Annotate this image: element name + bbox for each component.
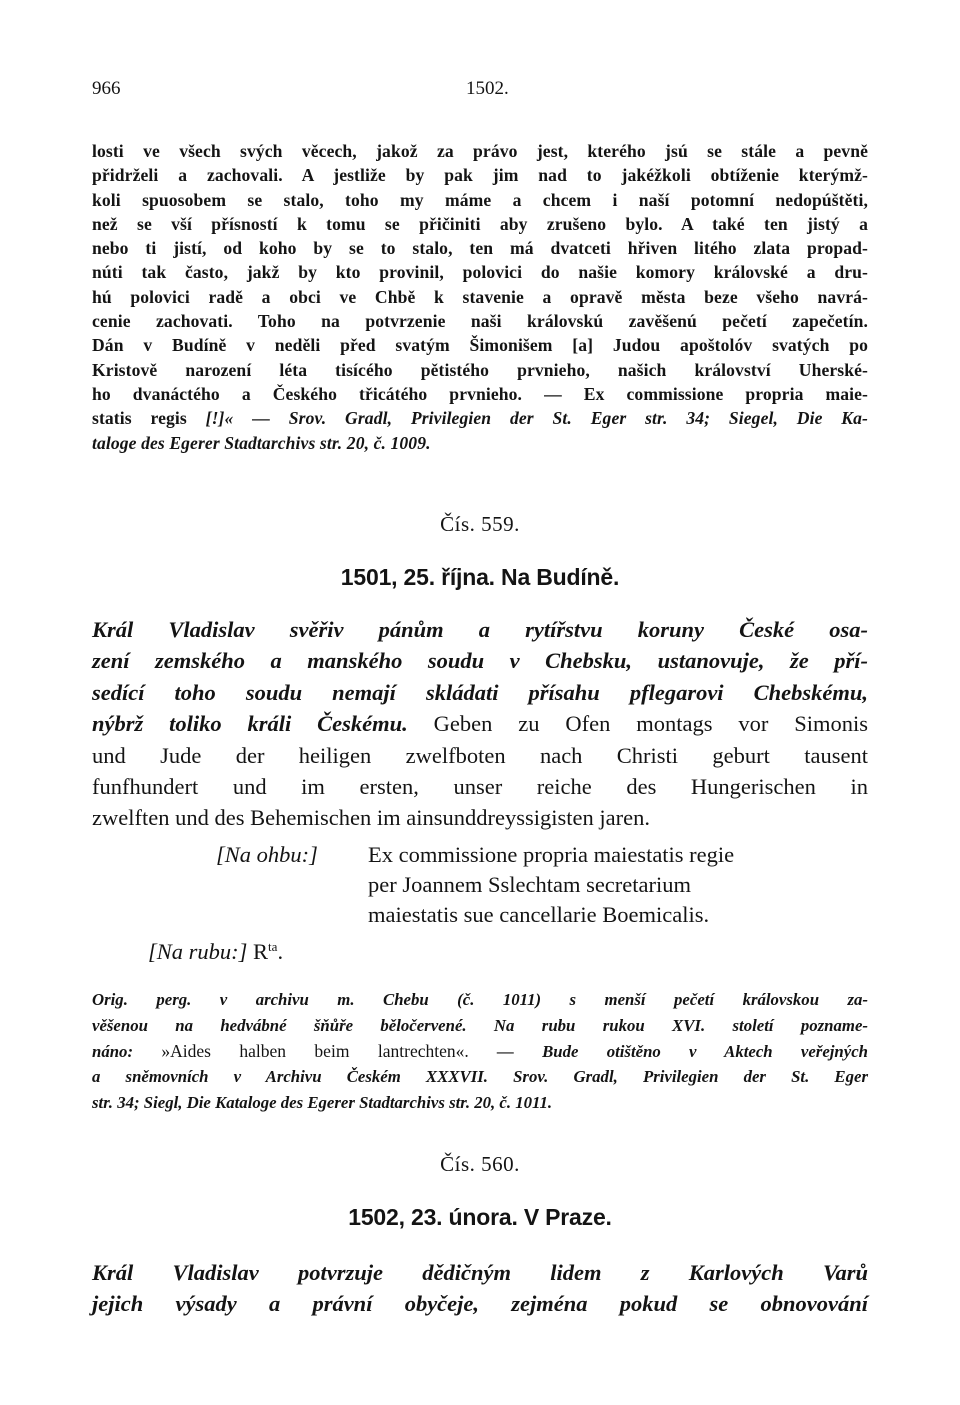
document-regest [92,1257,868,1320]
document-number: Čís. 559. [440,512,520,536]
document-text-line: funfhundert und im ersten, unser reiche des Hungerischen in [92,774,868,800]
regest-line: sedící toho soudu nemají skládati přísahu pflegarovi Chebskému, [92,679,868,705]
regest-line: zení zemského a manského soudu v Chebsku, ustanovuje, že pří- [92,648,868,674]
document-text-line: zwelften und des Behemischen im ainsunddreyssigisten jaren. [92,805,650,831]
remark-line: Orig. perg. v archivu m. Chebu (č. 1011) s menší pečetí královskou za- [92,990,868,1009]
regest-line: nýbrž toliko králi Českému. Geben zu Ofen montags vor Simonis [92,711,868,737]
text-line: núti tak často, jakž by kto provinil, polovici do našie komory královské a dru- [92,262,868,283]
remark-line: str. 34; Siegl, Die Kataloge des Egerer Stadtarchivs str. 20, č. 1011. [92,1093,553,1113]
editorial-mark: [!]« — [205,408,289,429]
text-line: cenie zachovati. Toho na potvrzenie naši královskú zavěšenú pečetí zapečetín. [92,311,868,332]
text-line: nebo ti jistí, od koho by se to stalo, ten má dvatceti hřiven litého zlata propad- [92,238,868,259]
remark-line: náno: »Aides halben beim lantrechten«. — Bude otištěno v Aktech veřejných [92,1040,868,1061]
endorsement-text [368,840,734,930]
endorsement-line: per Joannem Sslechtam secretarium [368,872,692,897]
regest-line: Král Vladislav svěřiv pánům a rytířstvu koruny České osa- [92,617,868,642]
document-date-place: 1501, 25. října. Na Budíně. [340,564,620,590]
document-text-line: und Jude der heiligen zwelfboten nach Christi geburt tausent [92,742,868,768]
endorsement-line: Ex commissione propria maiestatis regie [368,842,735,867]
text-run: statis regis [92,408,206,429]
running-head-year: 1502. [466,78,509,99]
text-line: než se vší přísností k tomu se přičiniti aby zrušeno bylo. A také ten jistý a [92,213,868,234]
regest-line: Král Vladislav potvrzuje dědičným lidem z Karlových Varů [92,1260,868,1285]
previous-document-text [92,139,868,455]
text-line: Dán v Budíně v neděli před svatým Šimonišem [a] Judou apoštolóv svatých po [92,335,868,356]
remark-line: a sněmovních v Archivu Českém XXXVII. Srov. Gradl, Privilegien der St. Eger [92,1067,868,1087]
endorsement-label: [Na ohbu:] [216,842,318,867]
remark-line: věšenou na hedvábné šňůře běločervené. Na rubu rukou XVI. století poznamе- [92,1015,868,1035]
document-number: Čís. 560. [440,1152,520,1176]
citation: taloge des Egerer Stadtarchivs str. 20, č. 1009. [92,432,431,453]
page-header [92,78,868,108]
text-line [92,406,868,430]
dorse-note: [Na rubu:] $R^{ta}$. [148,939,284,964]
citation: Srov. Gradl, Privilegien der St. Eger str. 34; Siegel, Die Ka- [288,408,868,429]
endorsement-line: maiestatis sue cancellarie Boemicalis. [368,902,710,927]
text-line: losti ve všech svých věcech, jakož za právo jest, kterého jsú se stále a pevně [92,141,868,161]
regest-line: jejich výsady a právní obyčeje, zejména pokud se obnovování [92,1291,868,1317]
archival-remark [92,987,868,1116]
page-number: 966 [92,78,121,99]
text-line: ho dvanáctého a Českého třicátého prvnieho. — Ex commissione propria maie- [92,383,868,404]
document-date-place: 1502, 23. února. V Praze. [348,1204,612,1230]
text-line: Kristově narození léta tisícého pětistého prvnieho, našich království Uherské- [92,359,868,380]
text-line: koli spuosobem se stalo, toho my máme a chcem i naší potomní nedopúštěti, [92,189,868,210]
text-line: přidrželi a zachovali. A jestliže by pak jim nad to jakéžkoli obtíženie kterýmž- [92,165,868,186]
text-line: hú polovici radě a obci ve Chbě k stavenie a opravě města beze všeho navrá- [92,286,868,307]
text-line [92,431,868,455]
document-regest [92,614,868,834]
